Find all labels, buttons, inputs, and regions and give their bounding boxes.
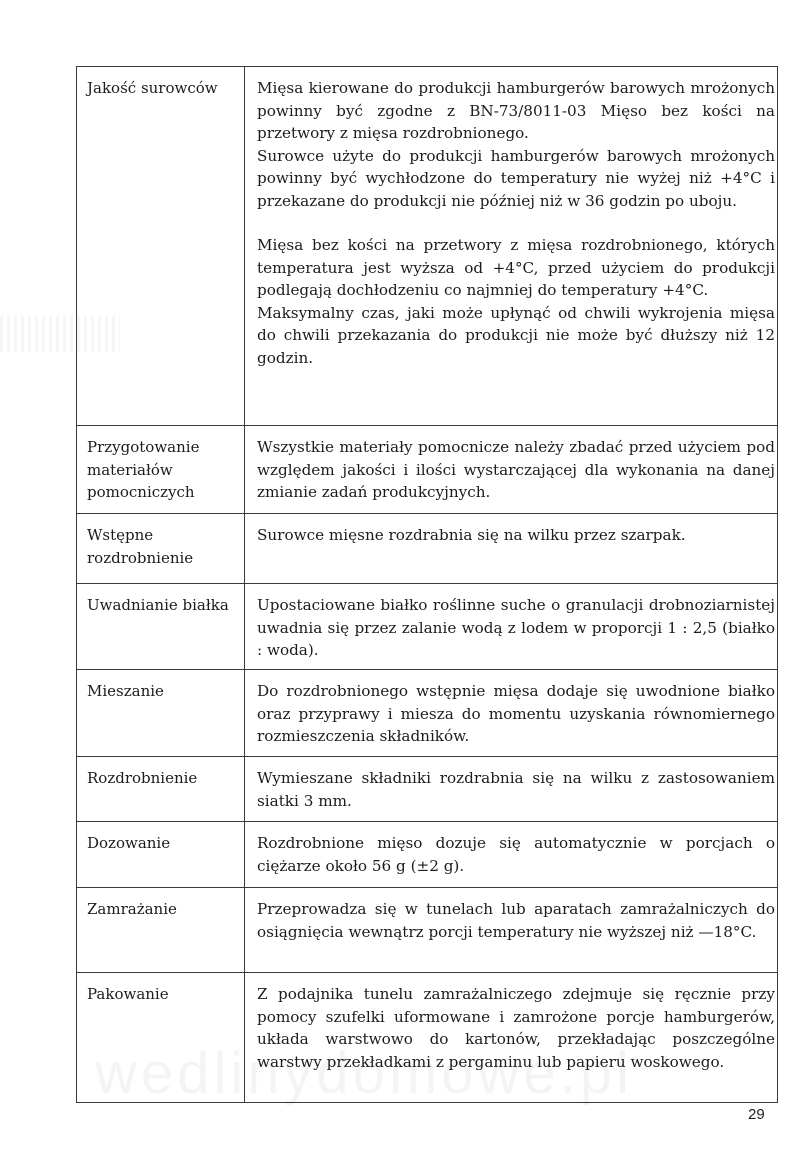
row-description [245, 584, 777, 669]
row-description [245, 670, 777, 756]
row-description [245, 426, 777, 513]
paragraph: Surowce mięsne rozdrabnia się na wilku przez szarpak. [257, 526, 686, 544]
paragraph: Przeprowadza się w tunelach lub aparatach zamrażalniczych do osiągnięcia wewnątrz porcji temperatury nie wyższej niż —18°C. [257, 900, 775, 941]
table-row [77, 670, 777, 757]
table-row [77, 888, 777, 973]
row-label: Zamrażanie [77, 888, 245, 972]
table-row [77, 514, 777, 584]
table-row [77, 973, 777, 1103]
row-label: Przygotowanie materiałów pomocniczych [77, 426, 245, 513]
table-row [77, 426, 777, 514]
paragraph: Wymieszane składniki rozdrabnia się na wilku z zastosowaniem siatki 3 mm. [257, 769, 775, 810]
row-label: Wstępne rozdrobnienie [77, 514, 245, 583]
row-description [245, 514, 777, 583]
row-label: Mieszanie [77, 670, 245, 756]
paragraph: Rozdrobnione mięso dozuje się automatycznie w porcjach o ciężarze około 56 g (±2 g). [257, 834, 775, 875]
paragraph: Wszystkie materiały pomocnicze należy zbadać przed użyciem pod względem jakości i ilości wystarczającej dla wykonania na danej zmianie zadań produkcyjnych. [257, 438, 775, 501]
table-row [77, 822, 777, 888]
paragraph: Maksymalny czas, jaki może upłynąć od chwili wykrojenia mięsa do chwili przekazania do produkcji nie może być dłuższy niż 12 godzin. [257, 303, 775, 367]
row-description [245, 973, 777, 1102]
row-label: Dozowanie [77, 822, 245, 887]
table-row [77, 67, 777, 426]
page-number: 29 [748, 1106, 765, 1123]
row-label: Uwadnianie białka [77, 584, 245, 669]
row-description [245, 822, 777, 887]
paragraph: Z podajnika tunelu zamrażalniczego zdejmuje się ręcznie przy pomocy szufelki uformowane i zamrożone porcje hamburgerów, układa warstwowo do kartonów, przekładając poszczególne warstwy przekładkami z pergaminu lub papieru woskowego. [257, 985, 775, 1071]
paragraph: Upostaciowane białko roślinne suche o granulacji drobnoziarnistej uwadnia się przez zalanie wodą z lodem w proporcji 1 : 2,5 (białko : woda). [257, 596, 775, 659]
table-row [77, 584, 777, 670]
paragraph: Surowce użyte do produkcji hamburgerów barowych mrożonych powinny być wychłodzone do temperatury nie wyżej niż +4°C i przekazane do produkcji nie później niż w 36 godzin po uboju. [257, 146, 775, 210]
row-label: Pakowanie [77, 973, 245, 1102]
row-label: Jakość surowców [77, 67, 245, 425]
row-description [245, 757, 777, 821]
process-table [76, 66, 778, 1103]
row-description [245, 67, 777, 425]
paragraph: Do rozdrobnionego wstępnie mięsa dodaje się uwodnione białko oraz przyprawy i miesza do momentu uzyskania równomiernego rozmieszczenia składników. [257, 682, 775, 745]
table-row [77, 757, 777, 822]
paragraph: Mięsa bez kości na przetwory z mięsa rozdrobnionego, których temperatura jest wyższa od +4°C, przed użyciem do produkcji podlegają dochłodzeniu co najmniej do temperatury +4°C. [257, 236, 775, 299]
row-label: Rozdrobnienie [77, 757, 245, 821]
row-description [245, 888, 777, 972]
paragraph: Mięsa kierowane do produkcji hamburgerów barowych mrożonych powinny być zgodne z BN-73/8011-03 Mięso bez kości na przetwory z mięsa rozdrobnionego. [257, 79, 775, 142]
